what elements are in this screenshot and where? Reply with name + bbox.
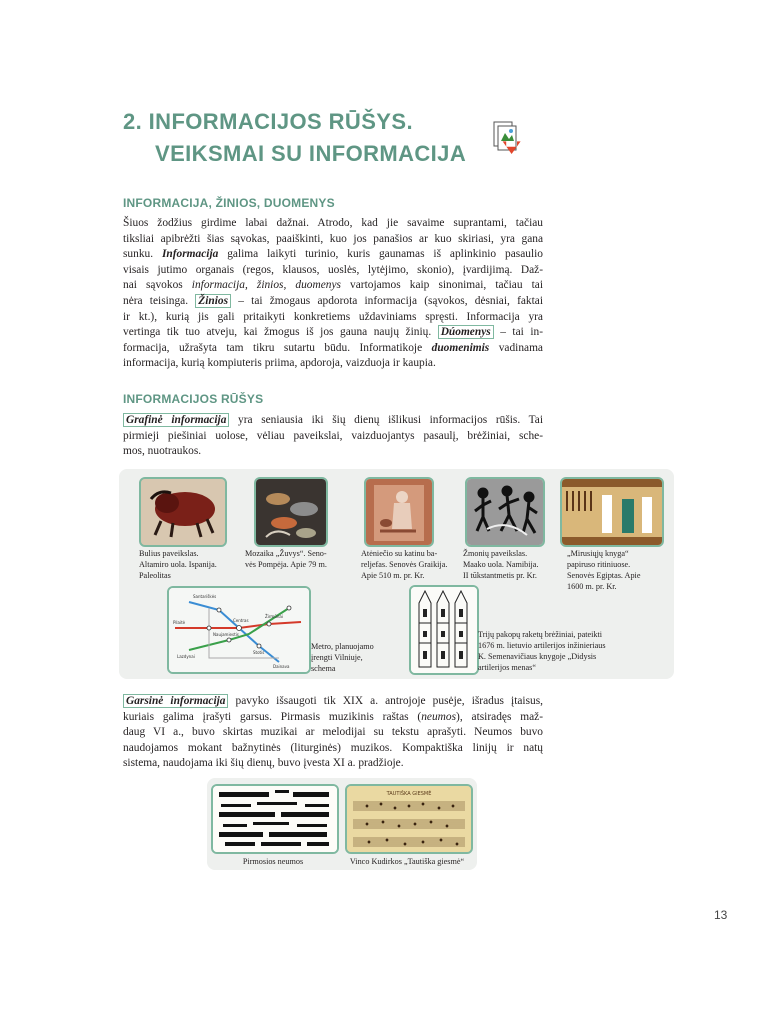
- caption-mosaic: [245, 548, 355, 570]
- term-highlight: Informacija: [161, 248, 219, 261]
- caption-rock-people: [463, 548, 573, 581]
- caption-line: Žmonių paveikslas.: [463, 549, 528, 558]
- bison-painting-image: [139, 477, 227, 547]
- caption-line: reljefas. Senovės Graikija.: [361, 560, 448, 569]
- paragraph-garsine: [123, 694, 543, 772]
- caption-line: Senovės Egiptas. Apie: [567, 571, 641, 580]
- metro-map-image: [167, 586, 311, 674]
- title-line-1: 2. INFORMACIJOS RŪŠYS.: [123, 109, 413, 134]
- term-highlight: informacija, žinios, duomenys: [191, 279, 341, 292]
- caption-line: Apie 510 m. pr. Kr.: [361, 571, 425, 580]
- text-line: daug VI a., buvo skirtas muzikai ar melodijai su tekstu aprašyti. Neumos buvo: [123, 726, 543, 739]
- graphic-gallery-panel: [119, 469, 674, 679]
- caption-line: įrengti Vilniuje,: [311, 653, 363, 662]
- text-line: formacija, užrašyta tam tikru sutartu būdu. Informatikoje duomenimis vadinama: [123, 341, 543, 354]
- term-highlight: Žinios: [195, 294, 231, 308]
- text-line: Grafinė informacija yra seniausia iki šių dienų išlikusi informacijos rūšis. Tai: [123, 413, 543, 429]
- caption-line: Metro, planuojamo: [311, 642, 374, 651]
- tautiska-giesme-score-image: [345, 784, 473, 854]
- text-line: sunku. Informacija galima laikyti turinio, kuris gaunamas iš aplinkinio pasaulio: [123, 248, 543, 261]
- caption-metro: [311, 641, 411, 674]
- rocket-drawings-image: [409, 585, 479, 675]
- metro-label: Pilaitė: [173, 620, 186, 625]
- score-title: TAUTIŠKA GIESMĖ: [386, 791, 432, 797]
- caption-line: Mozaika „Žuvys“. Seno-: [245, 549, 327, 558]
- caption-line: 1676 m. lietuvio artilerijos inžinieriaus: [478, 641, 606, 650]
- caption-line: Bulius paveikslas.: [139, 549, 199, 558]
- text-line: kuriais galima įrašyti garsus. Pirmasis muzikinis raštas (neumos), atsiradęs maž-: [123, 710, 543, 723]
- caption-line: vės Pompėja. Apie 79 m.: [245, 560, 327, 569]
- metro-label: Žirmūnai: [265, 614, 283, 619]
- section-heading-rusys: INFORMACIJOS RŪŠYS: [123, 392, 264, 406]
- text-line: tiksliai apibrėžti šias sąvokas, paaiškinti, kuo jos panašios ar kuo skiriasi, yra gana: [123, 232, 543, 245]
- metro-label: Santariškės: [193, 594, 217, 599]
- text-line: Garsinė informacija pavyko išsaugoti tik XIX a. antrojoje pusėje, išradus įtaisus,: [123, 694, 543, 710]
- text-line: visais jutimo organais (regos, klausos, uoslės, lytėjimo, skonio), įvardijimą. Daž-: [123, 263, 543, 276]
- book-of-dead-papyrus-image: [560, 477, 664, 547]
- term-highlight: duomenimis: [431, 341, 490, 354]
- download-file-icon[interactable]: [492, 121, 528, 159]
- caption-line: Maako uola. Namibija.: [463, 560, 539, 569]
- text-line: nai sąvokos informacija, žinios, duomenys vartojamos kaip sinonimai, tačiau tai: [123, 279, 543, 292]
- caption-line: II tūkstantmetis pr. Kr.: [463, 571, 537, 580]
- caption-line: papiruso ritiniuose.: [567, 560, 631, 569]
- term-highlight: Grafinė informacija: [123, 413, 229, 427]
- text-line: Šiuos žodžius girdime labai dažnai. Atrodo, kad jie savaime suprantami, tačiau: [123, 217, 543, 229]
- text-line: naudojamos mokant bažnytinės (liturginės) muzikos. Kompaktiška linijų ir natų: [123, 741, 543, 754]
- text-line: vertinga tik tuo atveju, kai žmogus iš jos gauna naujų žinių. Dúomenys – tai in-: [123, 326, 543, 339]
- caption-line: 1600 m. pr. Kr.: [567, 582, 617, 591]
- caption-tautiska-giesme: Vinco Kudirkos „Tautiška giesmė“: [349, 857, 465, 866]
- athenian-relief-image: [364, 477, 434, 547]
- metro-label: Dainava: [273, 664, 290, 669]
- title-line-2: VEIKSMAI SU INFORMACIJA: [155, 141, 467, 166]
- caption-neumes: Pirmosios neumos: [242, 857, 304, 866]
- metro-label: Stotis: [253, 650, 265, 655]
- caption-papyrus: [567, 548, 667, 592]
- term-highlight: Dúomenys: [438, 325, 494, 339]
- section-heading-informacija: INFORMACIJA, ŽINIOS, DUOMENYS: [123, 196, 335, 210]
- caption-bison: [139, 548, 249, 581]
- music-notation-panel: [207, 778, 477, 870]
- text-line: nėra teisinga. Žinios – tai žmogaus apdorota informacija (sąvokos, dėsniai, faktai: [123, 294, 543, 307]
- term-highlight: neumos: [421, 710, 457, 723]
- caption-line: „Mirusiųjų knyga“: [567, 549, 629, 558]
- text-line: sistema, naudojama iki šių dienų, buvo įvesta XI a. pradžioje.: [123, 757, 404, 770]
- caption-line: schema: [311, 664, 336, 673]
- rock-people-painting-image: [465, 477, 545, 547]
- metro-label: Naujamiestis: [213, 632, 239, 637]
- paragraph-grafine: [123, 413, 543, 460]
- text-line: mos, nuotraukos.: [123, 445, 202, 458]
- term-highlight: Garsinė informacija: [123, 694, 228, 708]
- caption-line: Atėniečio su katinu ba-: [361, 549, 438, 558]
- text-line: informacija, kurią kompiuteris priima, apdoroja, vaizduoja ir kaupia.: [123, 357, 436, 370]
- metro-label: Lazdynai: [177, 654, 195, 659]
- caption-line: Paleolitas: [139, 571, 171, 580]
- caption-line: artilerijos menas“: [478, 663, 536, 672]
- fish-mosaic-image: [254, 477, 328, 547]
- metro-label: Centras: [233, 618, 249, 623]
- caption-rocket: [478, 629, 668, 673]
- caption-relief: [361, 548, 471, 581]
- text-line: ir kt.), kurią jis gali pritaikyti konkretiems uždaviniams spręsti. Informacija yra: [123, 310, 543, 323]
- page-title: [123, 106, 466, 170]
- neumes-image: [211, 784, 339, 854]
- paragraph-informacija: [123, 216, 543, 372]
- caption-line: Altamiro uola. Ispanija.: [139, 560, 217, 569]
- text-line: pirmieji piešiniai uolose, vėliau paveikslai, vaizduojantys pasaulį, brėžiniai, sche-: [123, 429, 543, 442]
- page-number: 13: [714, 908, 728, 922]
- caption-line: Trijų pakopų raketų brėžiniai, pateikti: [478, 630, 603, 639]
- caption-line: K. Semenavičiaus knygoje „Didysis: [478, 652, 597, 661]
